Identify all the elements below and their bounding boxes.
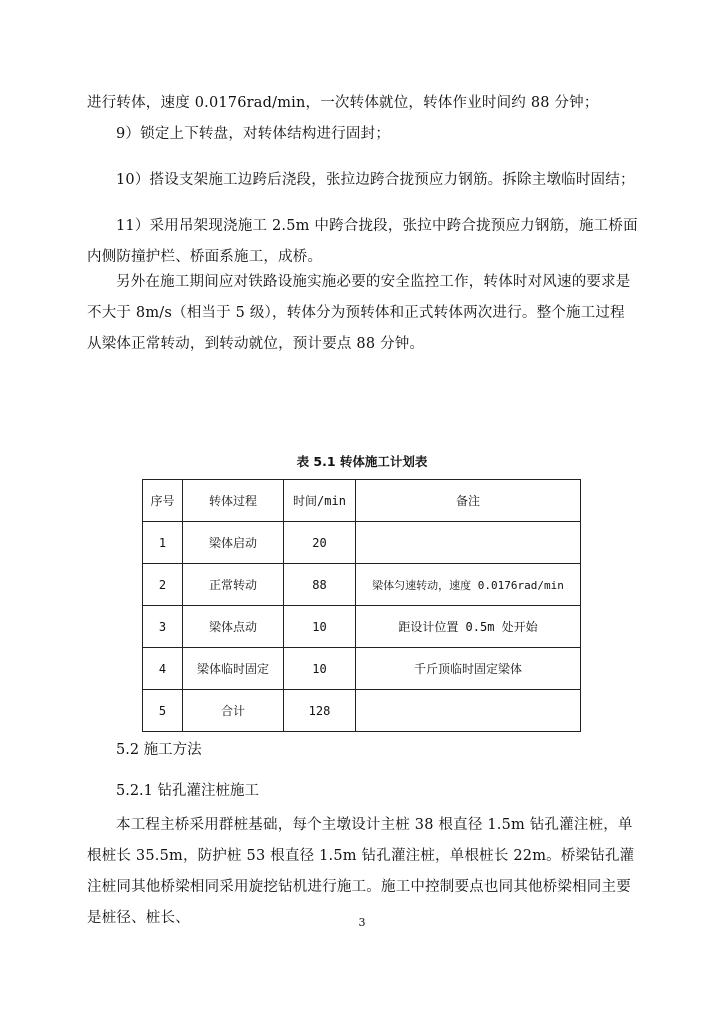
cell-process: 合计 [183,690,284,732]
cell-process: 正常转动 [183,564,284,606]
paragraph-bored-piles: 本工程主桥采用群桩基础，每个主墩设计主桩 38 根直径 1.5m 钻孔灌注桩，单根桩长 35.5m，防护桩 53 根直径 1.5m 钻孔灌注桩，单根桩长 22m。桥梁钻孔灌注桩同其他桥梁相同采用旋挖钻机进行施工。施工中控制要点也同其他桥梁相同主要是桩径、桩长、 [87,817,635,926]
cell-remarks [356,690,581,732]
header-time: 时间/min [284,480,356,522]
paragraph-rotation-speed: 进行转体，速度 0.0176rad/min，一次转体就位，转体作业时间约 88 分钟； [87,95,599,111]
cell-time: 10 [284,648,356,690]
cell-remarks: 梁体匀速转动，速度 0.0176rad/min [356,564,581,606]
cell-remarks [356,522,581,564]
cell-remarks: 千斤顶临时固定梁体 [356,648,581,690]
cell-seq: 3 [143,606,183,648]
cell-time: 20 [284,522,356,564]
cell-remarks: 距设计位置 0.5m 处开始 [356,606,581,648]
cell-seq: 5 [143,690,183,732]
cell-process: 梁体临时固定 [183,648,284,690]
table-row [143,522,581,564]
subsection-heading: 5.2.1 钻孔灌注桩施工 [116,783,260,799]
paragraph-step-11: 11）采用吊架现浇施工 2.5m 中跨合拢段，张拉中跨合拢预应力钢筋，施工桥面内侧防撞护栏、桥面系施工，成桥。 [87,218,638,265]
cell-process: 梁体启动 [183,522,284,564]
paragraph-safety-monitoring: 另外在施工期间应对铁路设施实施必要的安全监控工作，转体时对风速的要求是不大于 8m/s（相当于 5 级），转体分为预转体和正式转体两次进行。整个施工过程从梁体正常转动，到转动就位，预计要点 88 分钟。 [87,274,631,352]
table-row [143,606,581,648]
page-number: 3 [358,916,366,929]
cell-seq: 2 [143,564,183,606]
cell-time: 88 [284,564,356,606]
table-header-row [143,480,581,522]
header-remarks: 备注 [356,480,581,522]
table-row [143,690,581,732]
cell-time: 128 [284,690,356,732]
paragraph-step-9: 9）锁定上下转盘，对转体结构进行固封； [116,126,391,142]
cell-process: 梁体点动 [183,606,284,648]
cell-time: 10 [284,606,356,648]
header-seq: 序号 [143,480,183,522]
rotation-plan-table [142,479,581,732]
section-heading: 5.2 施工方法 [116,742,202,758]
cell-seq: 1 [143,522,183,564]
header-process: 转体过程 [183,480,284,522]
table-caption: 表 5.1 转体施工计划表 [296,454,428,469]
paragraph-step-10: 10）搭设支架施工边跨后浇段，张拉边跨合拢预应力钢筋。拆除主墩临时固结； [116,172,635,188]
table-row [143,648,581,690]
table-row [143,564,581,606]
cell-seq: 4 [143,648,183,690]
